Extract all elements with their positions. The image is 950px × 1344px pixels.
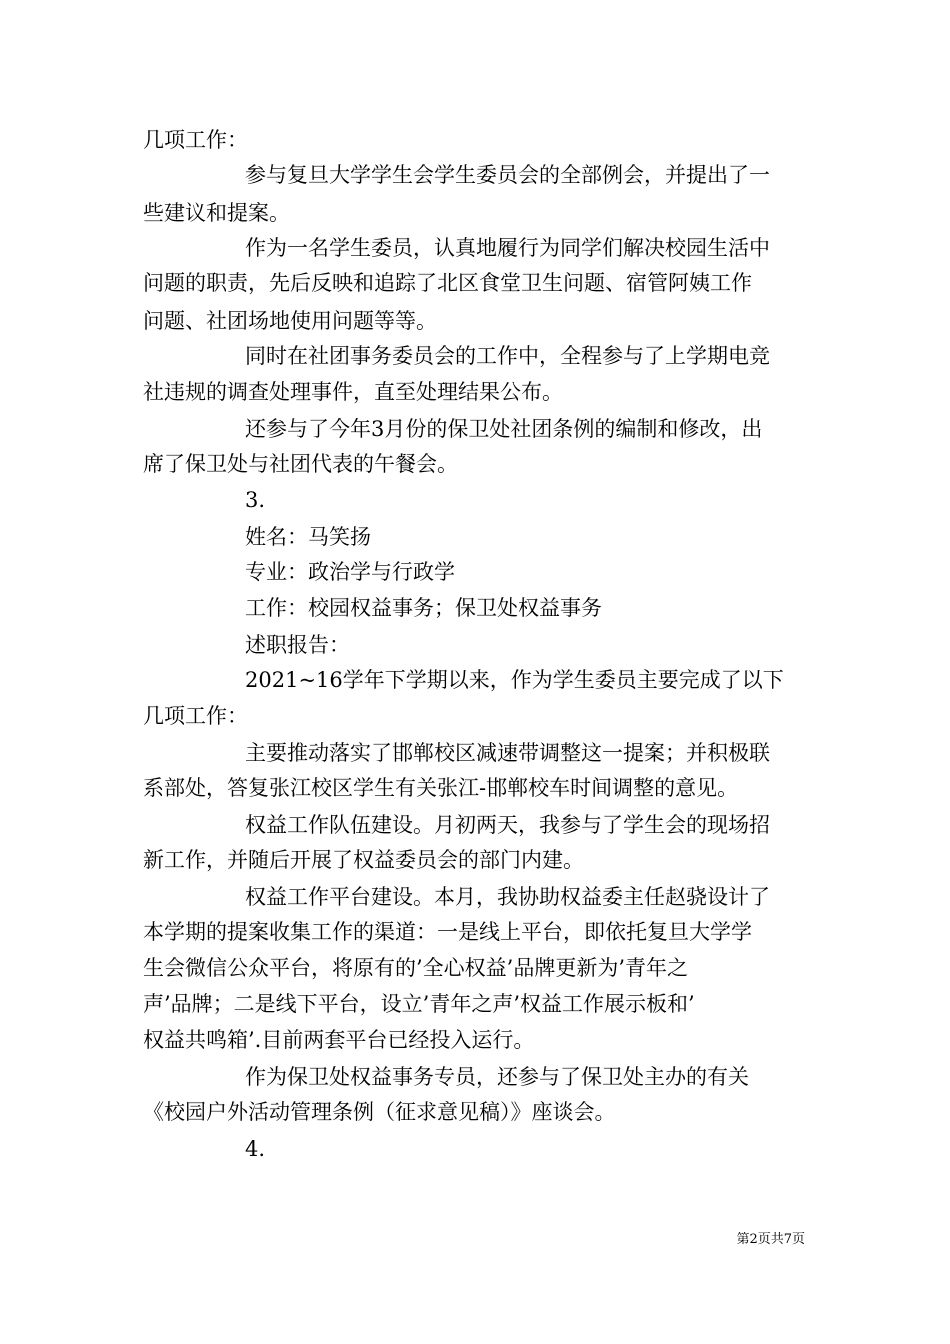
section-number: 3. xyxy=(245,488,266,512)
text-line: 作为一名学生委员，认真地履行为同学们解决校园生活中 xyxy=(245,236,770,260)
page-indicator: 第2页共7页 xyxy=(736,1232,805,1247)
text-line: 2021~16学年下学期以来，作为学生委员主要完成了以下 xyxy=(245,668,784,692)
text-line: 些建议和提案。 xyxy=(143,201,290,225)
name-line: 姓名：马笑扬 xyxy=(245,525,371,549)
text-line: 系部处，答复张江校区学生有关张江-邯郸校车时间调整的意见。 xyxy=(143,776,739,800)
text-line: 权益工作队伍建设。月初两天，我参与了学生会的现场招 xyxy=(245,813,770,837)
text-line: 几项工作： xyxy=(143,704,248,728)
text-line: 主要推动落实了邯郸校区减速带调整这一提案；并积极联 xyxy=(245,741,770,765)
text-line: 社违规的调查处理事件，直至处理结果公布。 xyxy=(143,380,563,404)
text-line: 同时在社团事务委员会的工作中，全程参与了上学期电竞 xyxy=(245,344,770,368)
text-line: 几项工作： xyxy=(143,128,248,152)
text-line: 还参与了今年3月份的保卫处社团条例的编制和修改，出 xyxy=(245,417,763,441)
text-line: 问题、社团场地使用问题等等。 xyxy=(143,309,437,333)
section-number: 4. xyxy=(245,1137,266,1161)
text-line: 参与复旦大学学生会学生委员会的全部例会，并提出了一 xyxy=(245,163,770,187)
text-line: 声’品牌；二是线下平台，设立’青年之声’权益工作展示板和’ xyxy=(143,992,695,1016)
text-line: 问题的职责，先后反映和追踪了北区食堂卫生问题、宿管阿姨工作 xyxy=(143,271,752,295)
work-line: 工作：校园权益事务；保卫处权益事务 xyxy=(245,596,602,620)
major-line: 专业：政治学与行政学 xyxy=(245,560,455,584)
text-line: 席了保卫处与社团代表的午餐会。 xyxy=(143,452,458,476)
text-line: 新工作，并随后开展了权益委员会的部门内建。 xyxy=(143,848,584,872)
report-heading: 述职报告： xyxy=(245,633,350,657)
text-line: 《校园户外活动管理条例（征求意见稿）》座谈会。 xyxy=(143,1100,616,1124)
text-line: 生会微信公众平台，将原有的’全心权益’品牌更新为’青年之 xyxy=(143,956,689,980)
text-line: 权益工作平台建设。本月，我协助权益委主任赵骁设计了 xyxy=(245,885,770,909)
text-line: 作为保卫处权益事务专员，还参与了保卫处主办的有关 xyxy=(245,1065,749,1089)
text-line: 权益共鸣箱’.目前两套平台已经投入运行。 xyxy=(143,1028,535,1052)
text-line: 本学期的提案收集工作的渠道：一是线上平台，即依托复旦大学学 xyxy=(143,920,752,944)
